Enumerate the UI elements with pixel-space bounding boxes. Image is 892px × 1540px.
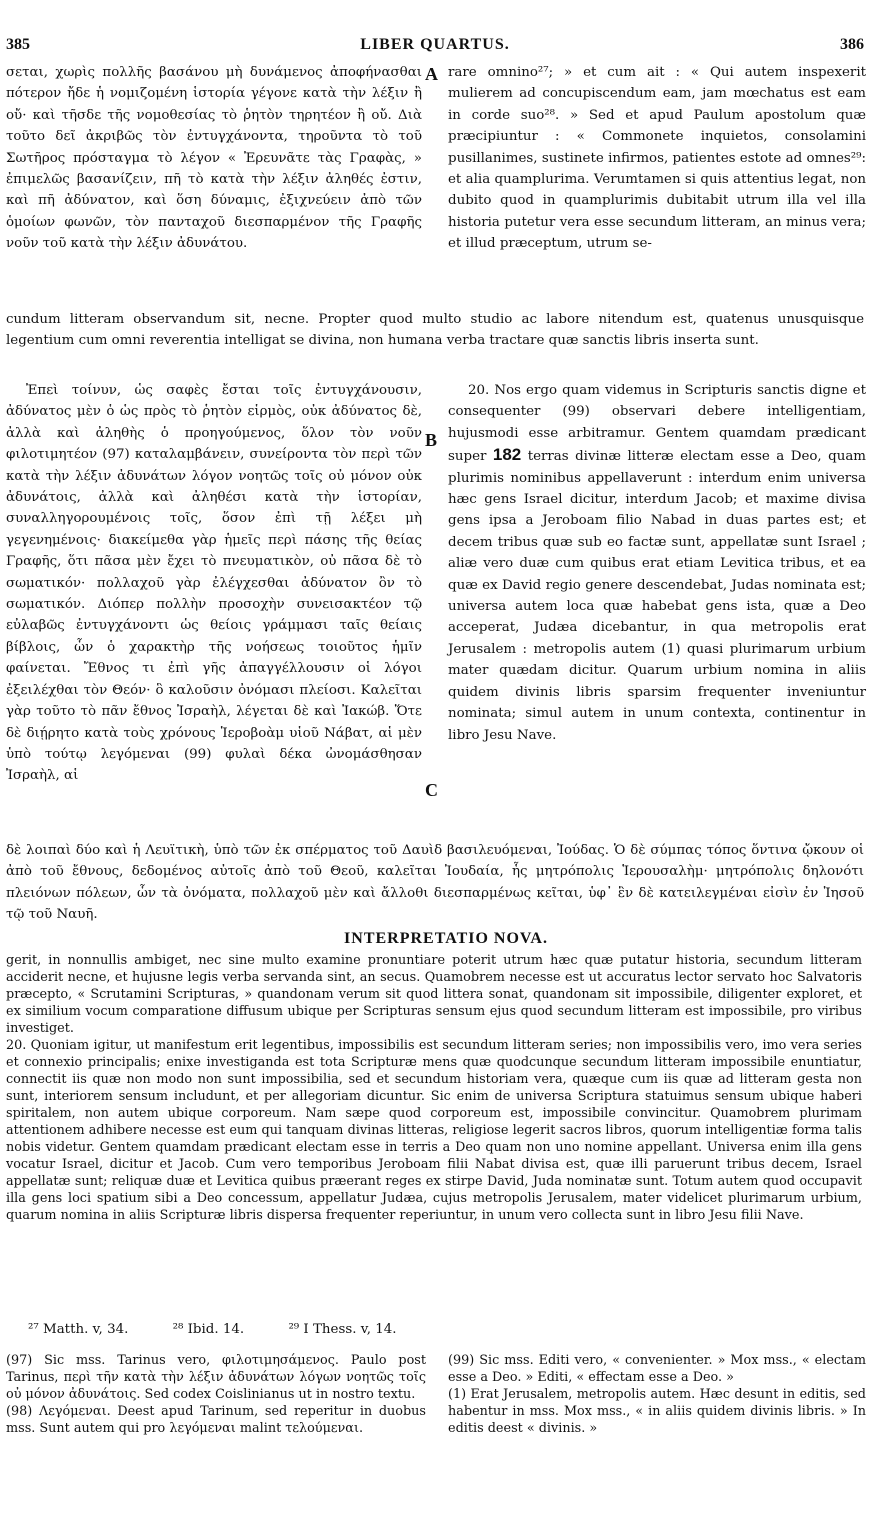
greek-spanning-paragraph: δὲ λοιπαὶ δύο καὶ ἡ Λευϊτικὴ, ὑπὸ τῶν ἐκ σπέρματος τοῦ Δαυὶδ βασιλευόμεναι, Ἰούδας. Ὁ δὲ σύμπας τόπος ὅντινα ᾤκουν οἱ ἀπὸ τοῦ ἔθνους, δεδομένος αὐτοῖς ἀπὸ τοῦ Θεοῦ, καλεῖται Ἰουδαία, ἧς μητρόπολις Ἱερουσαλὴμ· μητρόπολις δηλονότι πλειόνων πόλεων, ὧν τὰ ὀνόματα, πολλαχοῦ μὲν καὶ ἄλλοθι διεσπαρμένως κεῖται, ὑφ᾽ ἓν δὲ κατειλεγμέναι εἰσὶν ἐν Ἰησοῦ τῷ τοῦ Ναυῆ.	[6, 843, 864, 923]
scripture-ref: ²⁸ Ibid. 14.	[172, 1322, 245, 1337]
latin-paragraph-1: rare omnino²⁷; » et cum ait : « Qui autem inspexerit mulierem ad concupiscendum eam, jam mœchatus est eam in corde suo²⁸. » Sed et apud Paulum apostolum quæ præcipiuntur : « Commonete inquietos, consolamini pusillanimes, sustinete infirmos, patientes estote ad omnes²⁹: et alia quamplurima. Verumtamen si quis attentius legat, non dubito quod in quamplurimis dubitabit utrum illa vel illa historia putetur vera esse secundum litteram, an minus vera; et illud præceptum, utrum se-	[448, 65, 866, 252]
margin-mark-a: A	[425, 64, 438, 84]
margin-mark-b: B	[425, 430, 438, 450]
scripture-ref: ²⁷ Matth. v, 34.	[28, 1322, 129, 1337]
greek-column-middle	[6, 380, 422, 787]
margin-mark-c: C	[425, 780, 438, 800]
scripture-ref: ²⁹ I Thess. v, 14.	[288, 1322, 397, 1337]
footnote: (98) Λεγόμεναι. Deest apud Tarinum, sed reperitur in duobus mss. Sunt autem qui pro λεγόμεναι malint τελούμεναι.	[6, 1404, 426, 1436]
footnotes-left	[6, 1352, 426, 1437]
scripture-references	[28, 1322, 437, 1337]
footnotes-right	[448, 1352, 866, 1437]
interp-paragraph-2: 20. Quoniam igitur, ut manifestum erit legentibus, impossibilis est secundum litteram series; non impossibilis vero, imo vera series et connexio principalis; enixe investiganda est tota Scripturæ mens quæ quodcunque secundum litteram impossibile enuntiatur, connectit iis quæ non modo non sunt impossibilia, sed et secundum historiam vera, quæque cum iis quæ ad litteram gesta non sunt, interiorem sensum includunt, et per allegoriam dicuntur. Sic enim de universa Scriptura statuimus sensum ubique haberi spiritalem, non autem ubique corporeum. Nam sæpe quod corporeum est, impossibile convincitur. Quamobrem plurimam attentionem adhibere necesse est eum qui tanquam divinas litteras, religiose legerit sacros libros, quorum intelligentiæ forma talis nobis videtur. Gentem quamdam prædicant electam esse in terris a Deo quam non uno nomine appellant. Universa enim illa gens vocatur Israel, dicitur et Jacob. Cum vero temporibus Jeroboam filii Nabat divisa est, quæ illi paruerunt tribus decem, Israel appellatæ sunt; reliquæ duæ et Levitica quibus præerant reges ex stirpe David, Juda nominatæ sunt. Totum autem quod occupavit illa gens loci spatium sibi a Deo concessum, appellatur Judæa, cujus metropolis Jerusalem, mater videlicet plurimarum urbium, quarum nomina in aliis Scripturæ libris dispersa frequenter reperiuntur, in unum vero collecta sunt in libro Jesu filii Nave.	[6, 1038, 862, 1223]
running-title: LIBER QUARTUS.	[360, 36, 510, 53]
footnote: (99) Sic mss. Editi vero, « convenienter. » Mox mss., « electam esse a Deo. » Editi, « effectam esse a Deo. »	[448, 1353, 866, 1385]
greek-paragraph-1: σεται, χωρὶς πολλῆς βασάνου μὴ δυνάμενος ἀποφήνασθαι πότερον ἤδε ἡ νομιζομένη ἱστορία γέγονε κατὰ τὴν λέξιν ἢ οὔ· καὶ τῆσδε τῆς νομοθεσίας τὸ ῥητὸν τηρητέον ἢ οὔ. Διὰ τοῦτο δεῖ ἀκριβῶς τὸν ἐντυγχάνοντα, τηροῦντα τὸ τοῦ Σωτῆρος πρόσταγμα τὸ λέγον « Ἐρευνᾶτε τὰς Γραφὰς, » ἐπιμελῶς βασανίζειν, πῆ τὸ κατὰ τὴν λέξιν ἀληθές ἐστιν, καὶ πῆ ἀδύνατον, καὶ ὅση δύναμις, ἐξιχνεύειν ἀπὸ τῶν ὁμοίων φωνῶν, τὸν πανταχοῦ διεσπαρμένον τῆς Γραφῆς νοῦν τοῦ κατὰ τὴν λέξιν ἀδυνάτου.	[6, 65, 422, 252]
interpretatio-heading: INTERPRETATIO NOVA.	[344, 930, 548, 947]
latin-column-top	[448, 62, 866, 255]
column-number: 182	[492, 445, 522, 465]
page-number-right: 386	[840, 36, 864, 53]
page-number-left: 385	[6, 36, 30, 53]
greek-column-top	[6, 62, 422, 255]
latin-column-middle	[448, 380, 866, 746]
page-header	[6, 36, 864, 58]
interp-paragraph-1: gerit, in nonnullis ambiget, nec sine multo examine pronuntiare poterit utrum hæc quæ putatur historia, secundum litteram acciderit necne, et hujusne legis verba servanda sint, an secus. Quamobrem necesse est ut accuratus lector servato hoc Salvatoris præcepto, « Scrutamini Scripturas, » quandonam verum sit quod littera sonat, quandonam sit impossibile, diligenter exploret, et ex similium vocum comparatione diffusum ubique per Scripturas sensum ejus quod secundum litteram est impossibile, pro viribus investiget.	[6, 953, 862, 1036]
footnote: (97) Sic mss. Tarinus vero, φιλοτιμησάμενος. Paulo post Tarinus, περὶ τῆν κατὰ τὴν λέξιν ἀδυνάτων λόγων νοητῶς τοῖς οὐ μόνον ἀδυνάτοις. Sed codex Coislinianus ut in nostro textu.	[6, 1353, 426, 1402]
interpretatio-text	[6, 952, 862, 1224]
latin-paragraph-2: 20. Nos ergo quam videmus in Scripturis sanctis digne et consequenter (99) observari debere intelligentiam, hujusmodi esse arbitramur. Gentem quamdam prædicant super 182 terras divinæ litteræ electam esse a Deo, quam plurimis nominibus appellaverunt : interdum enim universa hæc gens Israel dicitur, interdum Jacob; et maxime divisa gens ipsa a Jeroboam filio Nabad in duas partes est; et decem tribus quæ sub eo factæ sunt, appellatæ sunt Israel ; aliæ vero duæ cum quibus erat etiam Levitica tribus, et ea quæ ex David regio genere descendebat, Judas nominata est; universa autem loca quæ habebat gens ista, quæ a Deo acceperat, Judæa dicebantur, in qua metropolis erat Jerusalem : metropolis autem (1) quasi plurimarum urbium mater quædam dicitur. Quarum urbium nomina in aliis quidem divinis libris sparsim frequenter inveniuntur nominata; simul autem in unum contexta, continentur in libro Jesu Nave.	[448, 383, 866, 743]
footnote: (1) Erat Jerusalem, metropolis autem. Hæc desunt in editis, sed habentur in mss. Mox mss., « in aliis quidem divinis libris. » In editis deest « divinis. »	[448, 1387, 866, 1436]
latin-spanning-paragraph: cundum litteram observandum sit, necne. Propter quod multo studio ac labore nitendum est, quatenus unusquisque legentium cum omni reverentia intelligat se divina, non humana verba tractare quæ sanctis libris inserta sunt.	[6, 312, 864, 349]
greek-paragraph-2: Ἐπεὶ τοίνυν, ὡς σαφὲς ἔσται τοῖς ἐντυγχάνουσιν, ἀδύνατος μὲν ὁ ὡς πρὸς τὸ ῥητὸν εἱρμὸς, οὐκ ἀδύνατος δὲ, ἀλλὰ καὶ ἀληθὴς ὁ προηγούμενος, ὅλον τὸν νοῦν φιλοτιμητέον (97) καταλαμβάνειν, συνείροντα τὸν περὶ τῶν κατὰ τὴν λέξιν ἀδυνάτων λόγον νοητῶς τοῖς οὐ μόνον οὐκ ἀδυνάτοις, ἀλλὰ καὶ ἀληθέσι κατὰ τὴν ἱστορίαν, συναλληγορουμένοις τοῖς, ὅσον ἐπὶ τῇ λέξει μὴ γεγενημένοις· διακείμεθα γὰρ ἡμεῖς περὶ πάσης τῆς θείας Γραφῆς, ὅτι πᾶσα μὲν ἔχει τὸ πνευματικὸν, οὐ πᾶσα δὲ τὸ σωματικόν· πολλαχοῦ γὰρ ἐλέγχεσθαι ἀδύνατον ὂν τὸ σωματικόν. Διόπερ πολλὴν προσοχὴν συνεισακτέον τῷ εὐλαβῶς ἐντυγχάνοντι ὡς θείοις γράμμασι ταῖς θείαις βίβλοις, ὧν ὁ χαρακτὴρ τῆς νοήσεως τοιοῦτος ἡμῖν φαίνεται. Ἔθνος τι ἐπὶ γῆς ἀπαγγέλλουσιν οἱ λόγοι ἐξειλέχθαι τὸν Θεόν· ὃ καλοῦσιν ὀνόμασι πλείοσι. Καλεῖται γὰρ τοῦτο τὸ πᾶν ἔθνος Ἰσραὴλ, λέγεται δὲ καὶ Ἰακώβ. Ὅτε δὲ διῄρητο κατὰ τοὺς χρόνους Ἱεροβοὰμ υἱοῦ Νάβατ, αἱ μὲν ὑπὸ τούτῳ λεγόμεναι (99) φυλαὶ δέκα ὠνομάσθησαν Ἰσραὴλ, αἱ	[6, 383, 422, 784]
